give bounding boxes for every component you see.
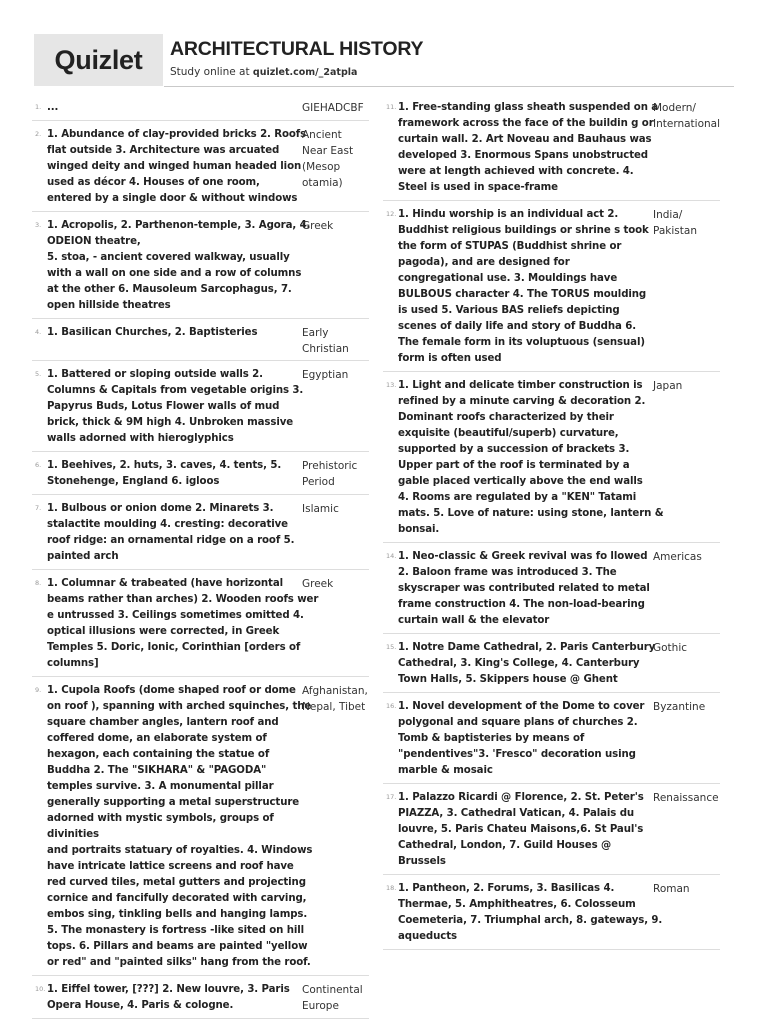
term-line: congregational use. 3. Mouldings have xyxy=(398,273,618,284)
term-line: polygonal and square plans of churches 2. xyxy=(398,717,638,728)
flashcard-row xyxy=(32,361,369,452)
definition-line: (Mesop xyxy=(302,161,341,173)
definition-line: otamia) xyxy=(302,177,343,189)
flashcard-row xyxy=(383,875,720,950)
card-term xyxy=(47,367,304,447)
definition-line: Afghanistan, xyxy=(302,685,368,697)
term-line: Columns & Capitals from vegetable origins 3. xyxy=(47,385,304,396)
card-number: 17. xyxy=(386,793,397,801)
term-line: mats. 5. Love of nature: using stone, lantern & xyxy=(398,508,664,519)
term-line: painted arch xyxy=(47,551,119,562)
card-definition xyxy=(302,100,372,116)
definition-line: GIEHADCBF xyxy=(302,102,364,114)
term-line: louvre, 5. Paris Chateu Maisons,6. St Paul's xyxy=(398,824,644,835)
card-definition xyxy=(653,100,725,132)
term-line: 4. Rooms are regulated by a "KEN" Tatami xyxy=(398,492,637,503)
card-term xyxy=(398,790,642,870)
card-definition xyxy=(653,790,725,806)
term-line: 1. Abundance of clay-provided bricks 2. Roofs xyxy=(47,129,307,140)
term-line: or red" and "painted silks" hang from the roof. xyxy=(47,957,311,968)
definition-line: Near East xyxy=(302,145,354,157)
subtitle-prefix: Study online at xyxy=(170,66,253,78)
card-definition xyxy=(653,881,725,897)
definition-line: India/ xyxy=(653,209,683,221)
term-line: developed 3. Enormous Spans unobstructed xyxy=(398,150,648,161)
quizlet-logo[interactable]: Quizlet xyxy=(34,34,163,86)
term-line: coffered dome, an elaborate system of xyxy=(47,733,267,744)
term-line: 1. Novel development of the Dome to cover xyxy=(398,701,645,712)
definition-line: Americas xyxy=(653,551,702,563)
card-term xyxy=(47,982,291,1014)
card-number: 1. xyxy=(35,103,42,111)
card-number: 14. xyxy=(386,552,397,560)
definition-line: Christian xyxy=(302,343,349,355)
definition-line: Europe xyxy=(302,1000,339,1012)
term-line: Steel is used in space-frame xyxy=(398,182,558,193)
term-line: frame construction 4. The non-load-bearing xyxy=(398,599,645,610)
flashcard-row xyxy=(32,94,369,121)
flashcard-row xyxy=(383,372,720,543)
definition-line: Modern/ xyxy=(653,102,696,114)
term-line: 1. Hindu worship is an individual act 2. xyxy=(398,209,619,220)
term-line: brick, thick & 9M high 4. Unbroken massive xyxy=(47,417,294,428)
flashcard-row xyxy=(32,212,369,319)
term-line: 1. Neo-classic & Greek revival was fo llowed xyxy=(398,551,648,562)
term-line: roof ridge: an ornamental ridge on a roof 5. xyxy=(47,535,295,546)
definition-line: Ancient xyxy=(302,129,342,141)
definition-line: Continental xyxy=(302,984,363,996)
term-line: Coemeteria, 7. Triumphal arch, 8. gateways, 9. xyxy=(398,915,663,926)
card-term xyxy=(398,549,650,629)
term-line: optical illusions were corrected, in Greek xyxy=(47,626,280,637)
right-column xyxy=(383,94,720,950)
term-line: 1. Cupola Roofs (dome shaped roof or dome xyxy=(47,685,296,696)
term-line: the form of STUPAS (Buddhist shrine or xyxy=(398,241,622,252)
card-definition xyxy=(302,367,372,383)
term-line: 5. The monastery is fortress -like sited on hill xyxy=(47,925,305,936)
term-line: tops. 6. Pillars and beams are painted "yellow xyxy=(47,941,308,952)
term-line: 1. Palazzo Ricardi @ Florence, 2. St. Peter's xyxy=(398,792,644,803)
flashcard-row xyxy=(383,201,720,372)
card-number: 4. xyxy=(35,328,42,336)
term-line: ... xyxy=(47,102,59,113)
card-definition xyxy=(302,683,372,715)
card-definition xyxy=(653,207,725,239)
term-line: bonsai. xyxy=(398,524,440,535)
term-line: form is often used xyxy=(398,353,502,364)
term-line: supported by a succession of brackets 3. xyxy=(398,444,630,455)
card-definition xyxy=(302,458,372,490)
term-line: Cathedral, 3. King's College, 4. Canterbury xyxy=(398,658,640,669)
card-term xyxy=(47,458,291,490)
card-term xyxy=(398,207,649,367)
term-line: hexagon, each containing the statue of xyxy=(47,749,270,760)
term-line: temples survive. 3. A monumental pillar xyxy=(47,781,274,792)
term-line: winged deity and winged human headed lion xyxy=(47,161,302,172)
card-term xyxy=(47,325,291,341)
term-line: curtain wall. 2. Art Noveau and Bauhaus was xyxy=(398,134,652,145)
flashcard-row xyxy=(32,452,369,495)
term-line: at the other 6. Mausoleum Sarcophagus, 7. xyxy=(47,284,292,295)
term-line: Tomb & baptisteries by means of xyxy=(398,733,585,744)
flashcard-row xyxy=(32,495,369,570)
definition-line: Early xyxy=(302,327,329,339)
term-line: square chamber angles, lantern roof and xyxy=(47,717,279,728)
term-line: walls adorned with hieroglyphics xyxy=(47,433,234,444)
page-subtitle xyxy=(170,66,357,78)
card-number: 18. xyxy=(386,884,397,892)
card-number: 16. xyxy=(386,702,397,710)
card-definition xyxy=(653,640,725,656)
card-term xyxy=(47,127,307,207)
term-line: 1. Acropolis, 2. Parthenon-temple, 3. Agora, 4. xyxy=(47,220,311,231)
term-line: have intricate lattice screens and roof have xyxy=(47,861,294,872)
term-line: Town Halls, 5. Skippers house @ Ghent xyxy=(398,674,618,685)
term-line: Cathedral, London, 7. Guild Houses @ xyxy=(398,840,612,851)
card-term xyxy=(47,576,319,672)
term-line: were at length achieved with concrete. 4. xyxy=(398,166,634,177)
term-line: curtain wall & the elevator xyxy=(398,615,550,626)
term-line: framework across the face of the buildin g or xyxy=(398,118,654,129)
card-number: 13. xyxy=(386,381,397,389)
flashcard-row xyxy=(383,784,720,875)
card-definition xyxy=(302,501,372,517)
card-definition xyxy=(302,325,372,357)
term-line: columns] xyxy=(47,658,99,669)
definition-line: Gothic xyxy=(653,642,688,654)
term-line: divinities xyxy=(47,829,99,840)
definition-line: Byzantine xyxy=(653,701,706,713)
term-line: embos sing, tinkling bells and hanging lamps. xyxy=(47,909,308,920)
term-line: Buddha 2. The "SIKHARA" & "PAGODA" xyxy=(47,765,267,776)
term-line: 1. Light and delicate timber construction is xyxy=(398,380,643,391)
definition-line: Roman xyxy=(653,883,690,895)
header-divider xyxy=(164,86,734,87)
card-definition xyxy=(302,982,372,1014)
term-line: open hillside theatres xyxy=(47,300,171,311)
term-line: Temples 5. Doric, Ionic, Corinthian [orders of xyxy=(47,642,301,653)
definition-line: Period xyxy=(302,476,335,488)
term-line: skyscraper was contributed related to metal xyxy=(398,583,650,594)
card-definition xyxy=(302,218,372,234)
definition-line: Prehistoric xyxy=(302,460,358,472)
flashcard-row xyxy=(383,543,720,634)
term-line: 1. Pantheon, 2. Forums, 3. Basilicas 4. xyxy=(398,883,615,894)
term-line: adorned with mystic symbols, groups of xyxy=(47,813,274,824)
term-line: Thermae, 5. Amphitheatres, 6. Colosseum xyxy=(398,899,636,910)
flashcard-row xyxy=(383,94,720,201)
term-line: "pendentives"3. 'Fresco" decoration using xyxy=(398,749,636,760)
card-term xyxy=(398,699,645,779)
card-term xyxy=(398,100,659,196)
term-line: generally supporting a metal superstructure xyxy=(47,797,300,808)
term-line: flat outside 3. Architecture was arcuated xyxy=(47,145,280,156)
term-line: 1. Bulbous or onion dome 2. Minarets 3. xyxy=(47,503,274,514)
card-number: 8. xyxy=(35,579,42,587)
term-line: stalactite moulding 4. cresting: decorative xyxy=(47,519,288,530)
page-header xyxy=(34,34,734,86)
definition-line: Japan xyxy=(653,380,683,392)
term-line: Buddhist religious buildings or shrine s took xyxy=(398,225,649,236)
definition-line: Islamic xyxy=(302,503,339,515)
card-number: 15. xyxy=(386,643,397,651)
card-number: 6. xyxy=(35,461,42,469)
term-line: Dominant roofs characterized by their xyxy=(398,412,614,423)
term-line: marble & mosaic xyxy=(398,765,493,776)
card-term xyxy=(398,378,664,538)
flashcard-row xyxy=(32,570,369,677)
card-definition xyxy=(302,576,372,592)
flashcard-row xyxy=(383,634,720,693)
term-line: 2. Baloon frame was introduced 3. The xyxy=(398,567,617,578)
term-line: 1. Notre Dame Cathedral, 2. Paris Canterbury xyxy=(398,642,656,653)
term-line: 1. Battered or sloping outside walls 2. xyxy=(47,369,263,380)
term-line: and portraits statuary of royalties. 4. Windows xyxy=(47,845,313,856)
card-definition xyxy=(653,378,725,394)
card-term xyxy=(47,501,295,565)
term-line: 1. Basilican Churches, 2. Baptisteries xyxy=(47,327,258,338)
definition-line: Greek xyxy=(302,220,334,232)
term-line: beams rather than arches) 2. Wooden roofs wer xyxy=(47,594,319,605)
term-line: aqueducts xyxy=(398,931,457,942)
flashcard-row xyxy=(383,693,720,784)
card-number: 3. xyxy=(35,221,42,229)
term-line: Papyrus Buds, Lotus Flower walls of mud xyxy=(47,401,280,412)
term-line: entered by a single door & without windows xyxy=(47,193,298,204)
card-term xyxy=(47,218,311,314)
flashcard-row xyxy=(32,319,369,361)
term-line: scenes of daily life and story of Buddha 6. xyxy=(398,321,636,332)
term-line: 5. stoa, - ancient covered walkway, usually xyxy=(47,252,290,263)
term-line: cornice and fancifully decorated with carving, xyxy=(47,893,307,904)
card-number: 9. xyxy=(35,686,42,694)
card-term xyxy=(398,640,656,688)
term-line: 1. Eiffel tower, [???] 2. New louvre, 3. Paris xyxy=(47,984,290,995)
term-line: Stonehenge, England 6. igloos xyxy=(47,476,220,487)
term-line: refined by a minute carving & decoration 2. xyxy=(398,396,646,407)
card-term xyxy=(398,881,663,945)
card-number: 5. xyxy=(35,370,42,378)
study-link[interactable]: quizlet.com/_2atpla xyxy=(252,67,358,78)
term-line: used as décor 4. Houses of one room, xyxy=(47,177,260,188)
term-line: gable placed vertically above the end walls xyxy=(398,476,643,487)
card-number: 7. xyxy=(35,504,42,512)
term-line: 1. Columnar & trabeated (have horizontal xyxy=(47,578,283,589)
left-column xyxy=(32,94,369,1019)
term-line: ODEION theatre, xyxy=(47,236,141,247)
term-line: pagoda), and are designed for xyxy=(398,257,570,268)
term-line: exquisite (beautiful/superb) curvature, xyxy=(398,428,619,439)
term-line: red curved tiles, metal gutters and projecting xyxy=(47,877,306,888)
card-number: 2. xyxy=(35,130,42,138)
card-number: 11. xyxy=(386,103,397,111)
card-term xyxy=(47,683,313,971)
term-line: with a wall on one side and a row of columns xyxy=(47,268,302,279)
card-term xyxy=(47,100,291,116)
flashcard-row xyxy=(32,677,369,976)
definition-line: Pakistan xyxy=(653,225,697,237)
term-line: PIAZZA, 3. Cathedral Vatican, 4. Palais du xyxy=(398,808,635,819)
card-number: 10. xyxy=(35,985,46,993)
flashcard-row xyxy=(32,976,369,1019)
term-line: BULBOUS character 4. The TORUS moulding xyxy=(398,289,647,300)
term-line: Brussels xyxy=(398,856,446,867)
term-line: on roof ), spanning with arched squinches, the xyxy=(47,701,312,712)
definition-line: International xyxy=(653,118,721,130)
definition-line: Greek xyxy=(302,578,334,590)
term-line: 1. Beehives, 2. huts, 3. caves, 4. tents, 5. xyxy=(47,460,282,471)
term-line: Upper part of the roof is terminated by a xyxy=(398,460,630,471)
flashcard-row xyxy=(32,121,369,212)
definition-line: Nepal, Tibet xyxy=(302,701,366,713)
page-title: ARCHITECTURAL HISTORY xyxy=(170,38,424,60)
term-line: Opera House, 4. Paris & cologne. xyxy=(47,1000,234,1011)
definition-line: Egyptian xyxy=(302,369,349,381)
term-line: is used 5. Various BAS reliefs depicting xyxy=(398,305,620,316)
card-definition xyxy=(653,549,725,565)
card-number: 12. xyxy=(386,210,397,218)
card-definition xyxy=(653,699,725,715)
term-line: e untrussed 3. Ceilings sometimes omitted 4. xyxy=(47,610,304,621)
term-line: The female form in its voluptuous (sensual) xyxy=(398,337,645,348)
card-definition xyxy=(302,127,372,191)
definition-line: Renaissance xyxy=(653,792,719,804)
term-line: 1. Free-standing glass sheath suspended on a xyxy=(398,102,659,113)
